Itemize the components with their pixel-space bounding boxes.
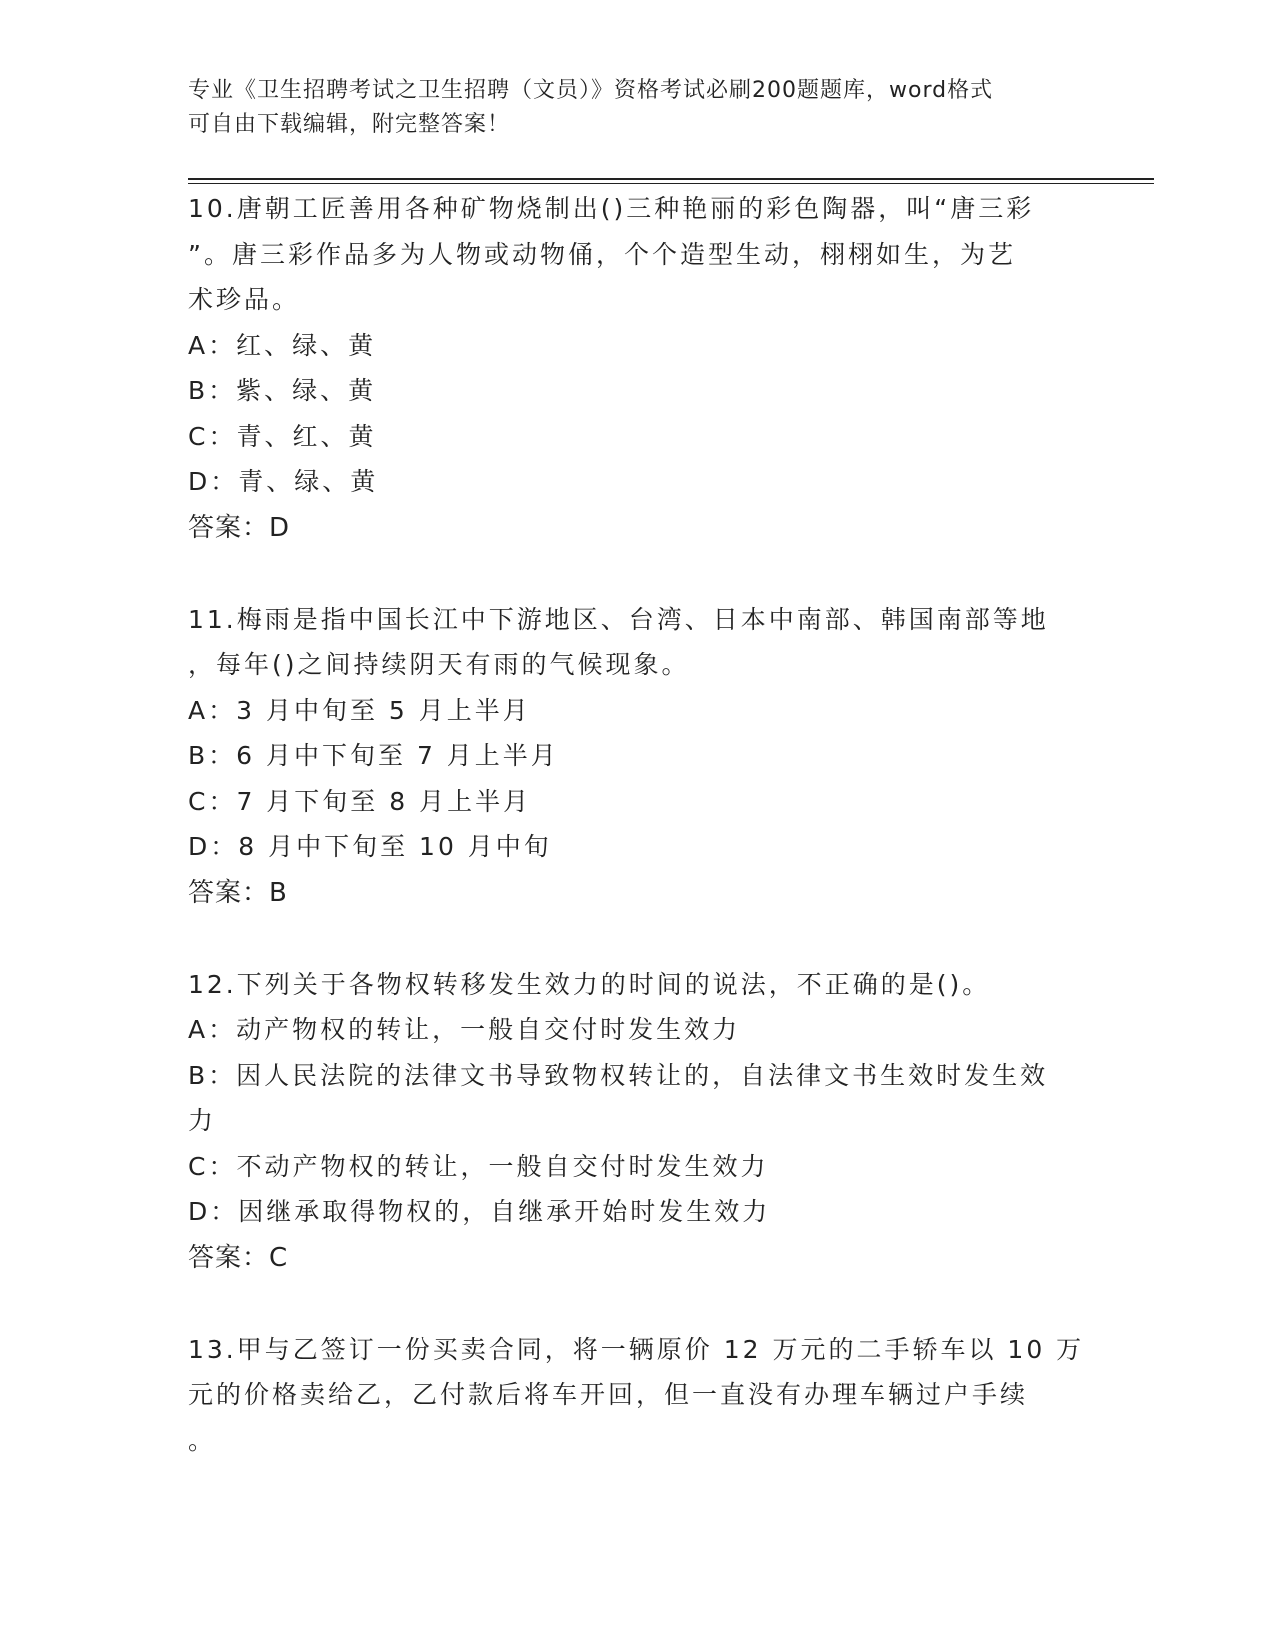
question-text-line: 13.甲与乙签订一份买卖合同，将一辆原价 12 万元的二手轿车以 10 万 [188, 1334, 1085, 1364]
header-divider-thin [188, 183, 1154, 184]
question-11 [188, 597, 1088, 916]
answer-line: 答案：C [188, 1242, 289, 1273]
option-a: A：红、绿、黄 [188, 330, 377, 360]
option-d: D：青、绿、黄 [188, 467, 379, 496]
option-d: D：因继承取得物权的，自继承开始时发生效力 [188, 1197, 771, 1226]
option-a: A：3 月中旬至 5 月上半月 [188, 695, 531, 725]
question-13 [188, 1327, 1088, 1464]
question-10 [188, 186, 1088, 551]
question-text-line: ，每年()之间持续阴天有雨的气候现象。 [188, 650, 690, 679]
question-list [188, 186, 1088, 1509]
question-text-line: ”。唐三彩作品多为人物或动物俑，个个造型生动，栩栩如生，为艺 [188, 239, 1016, 269]
option-a: A：动产物权的转让，一般自交付时发生效力 [188, 1015, 741, 1044]
answer-line: 答案：B [188, 877, 288, 908]
header-line-2: 可自由下载编辑，附完整答案！ [188, 112, 511, 137]
answer-line: 答案：D [188, 512, 291, 543]
option-b: B：紫、绿、黄 [188, 376, 377, 405]
option-c: C：7 月下旬至 8 月上半月 [188, 786, 532, 816]
option-b: B：因人民法院的法律文书导致物权转让的，自法律文书生效时发生效 [188, 1060, 1049, 1090]
question-text-line: 11.梅雨是指中国长江中下游地区、台湾、日本中南部、韩国南部等地 [188, 604, 1049, 634]
question-text-line: 12.下列关于各物权转移发生效力的时间的说法，不正确的是()。 [188, 969, 991, 999]
question-text-line: 。 [188, 1425, 217, 1455]
question-text-line: 10.唐朝工匠善用各种矿物烧制出()三种艳丽的彩色陶器，叫“唐三彩 [188, 194, 1035, 223]
option-b-continued: 力 [188, 1106, 217, 1135]
option-c: C：不动产物权的转让，一般自交付时发生效力 [188, 1151, 769, 1181]
question-text-line: 元的价格卖给乙，乙付款后将车开回，但一直没有办理车辆过户手续 [188, 1380, 1029, 1409]
option-c: C：青、红、黄 [188, 421, 377, 451]
header-line-1: 专业《卫生招聘考试之卫生招聘（文员）》资格考试必刷200题题库，word格式 [188, 78, 994, 103]
question-12 [188, 962, 1088, 1281]
option-d: D：8 月中下旬至 10 月中旬 [188, 832, 552, 861]
document-header [188, 74, 1068, 142]
question-text-line: 术珍品。 [188, 285, 301, 314]
header-divider-thick [188, 178, 1154, 180]
option-b: B：6 月中下旬至 7 月上半月 [188, 741, 559, 770]
